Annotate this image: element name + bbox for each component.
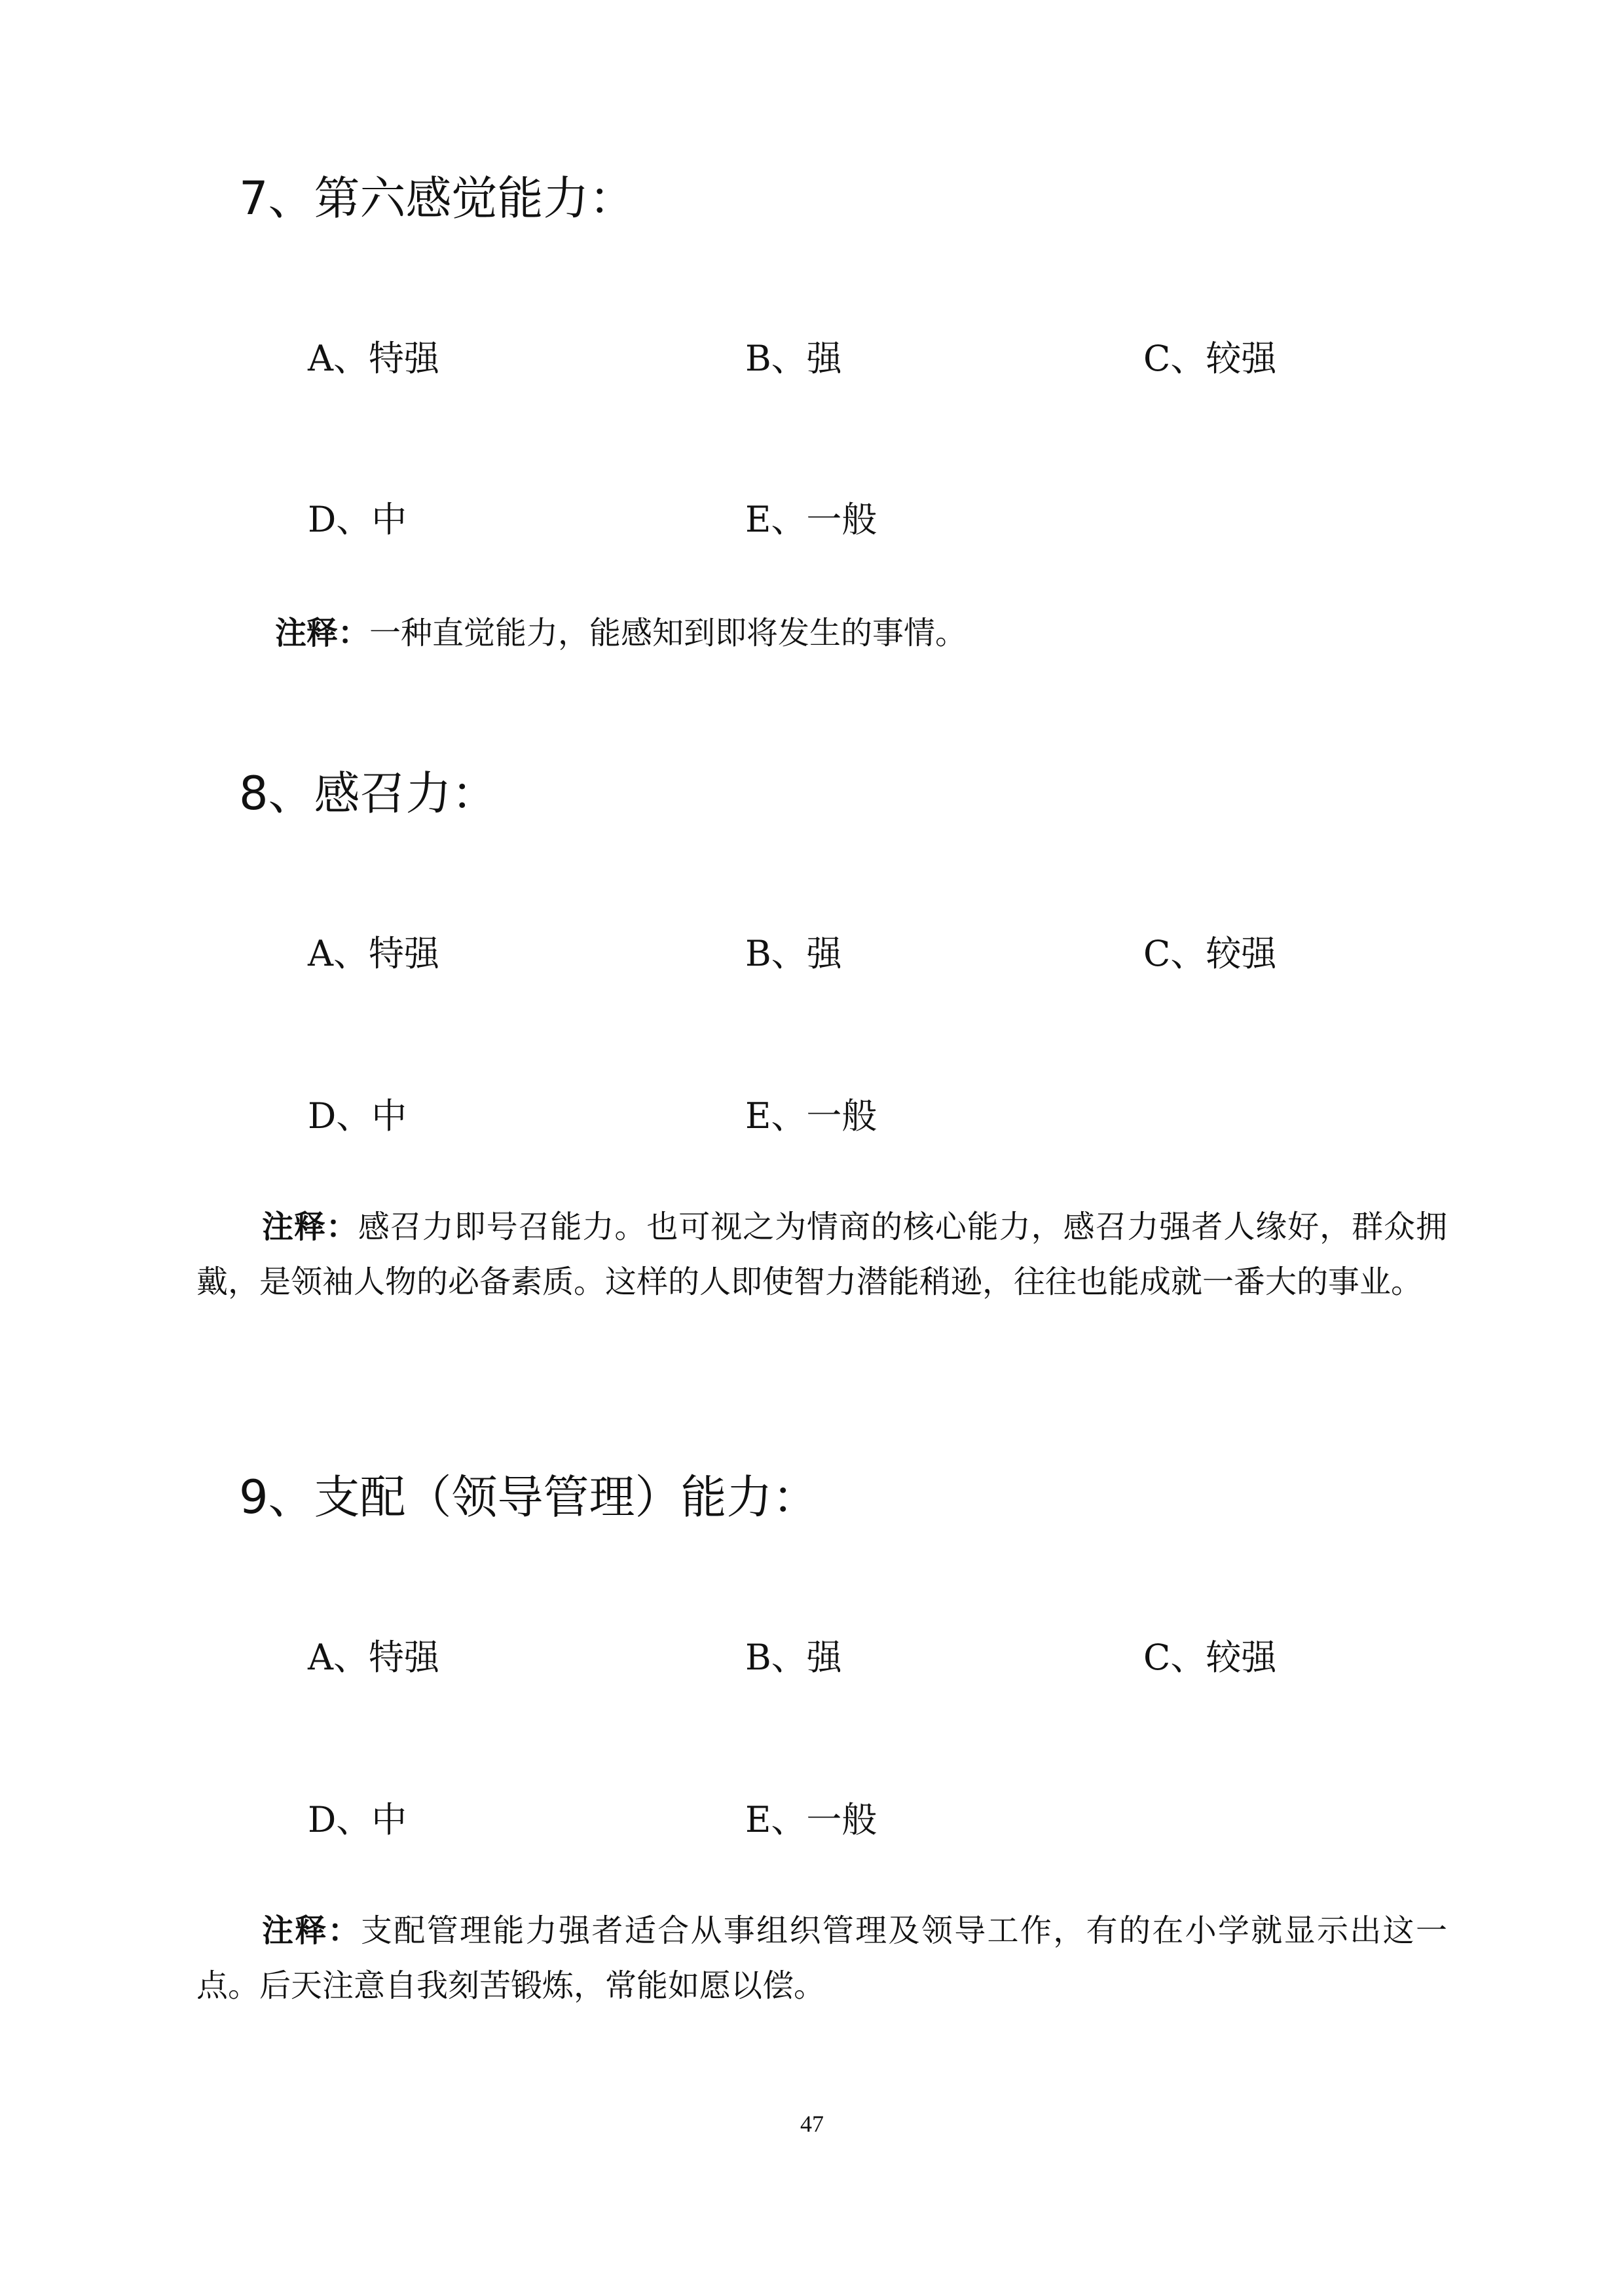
option-c: C、较强 [1143, 933, 1277, 974]
option-b: B、强 [745, 1637, 842, 1678]
option-a: A、特强 [308, 338, 439, 379]
option-b: B、强 [745, 338, 842, 379]
option-c: C、较强 [1143, 338, 1277, 379]
question-note [196, 1903, 1447, 2013]
note-text: 一种直觉能力，能感知到即将发生的事情。 [369, 615, 967, 651]
option-d: D、中 [308, 1799, 407, 1840]
note-label: 注释： [262, 1209, 358, 1245]
option-b: B、强 [745, 933, 842, 974]
option-e: E、一般 [745, 1799, 877, 1840]
question-note [196, 1199, 1447, 1309]
note-text: 感召力即号召能力。也可视之为情商的核心能力，感召力强者人缘好，群众拥戴，是领袖人物的必备素质。这样的人即使智力潜能稍逊，往往也能成就一番大的事业。 [196, 1209, 1447, 1300]
option-a: A、特强 [308, 1637, 439, 1678]
note-label: 注释： [262, 1912, 361, 1949]
option-e: E、一般 [745, 1095, 877, 1137]
option-d: D、中 [308, 1095, 407, 1137]
option-d: D、中 [308, 499, 407, 540]
question-title: 9、支配（领导管理）能力： [239, 1470, 819, 1524]
note-label: 注释： [275, 615, 370, 651]
question-title: 8、感召力： [239, 767, 498, 820]
option-e: E、一般 [745, 499, 877, 540]
question-title: 7、第六感觉能力： [239, 172, 635, 225]
note-text: 支配管理能力强者适合从事组织管理及领导工作，有的在小学就显示出这一点。后天注意自我刻苦锻炼，常能如愿以偿。 [196, 1912, 1447, 2004]
option-c: C、较强 [1143, 1637, 1277, 1678]
page-number: 47 [800, 2111, 824, 2137]
option-a: A、特强 [308, 933, 439, 974]
question-note [275, 606, 1454, 661]
